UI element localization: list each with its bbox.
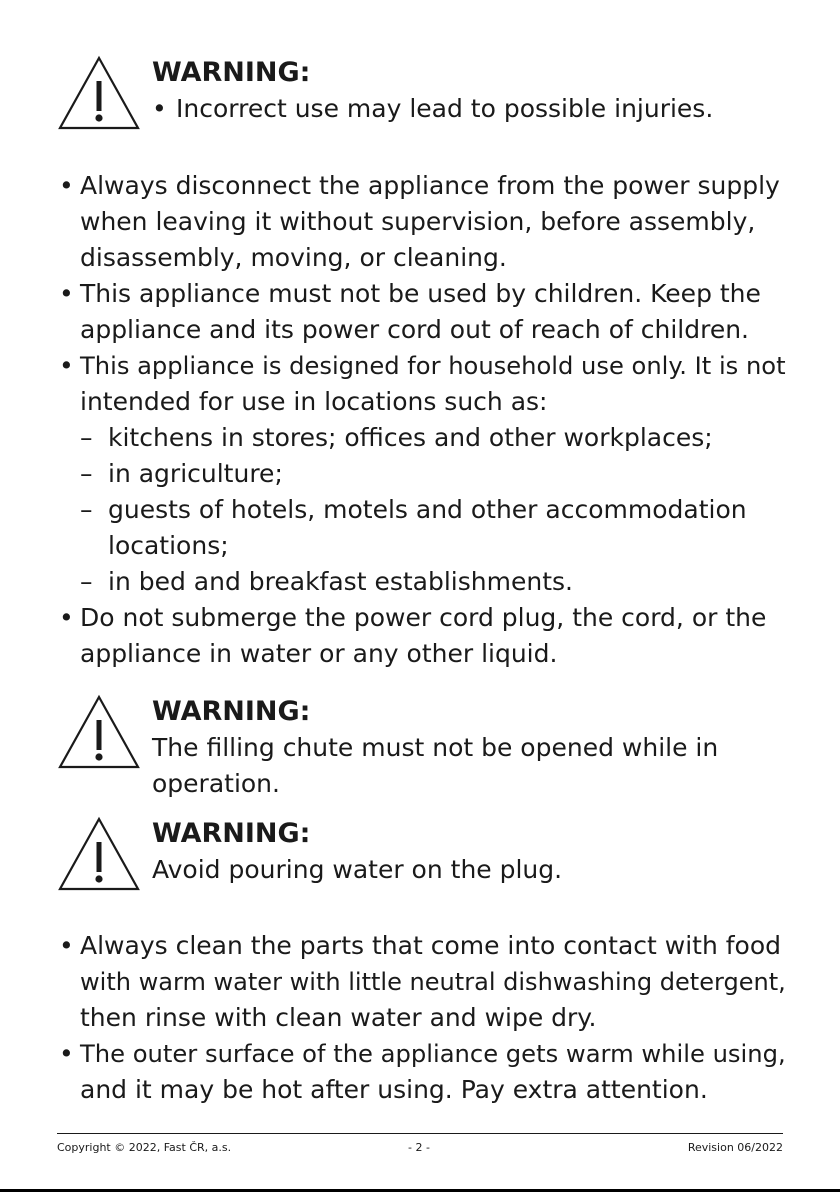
list-item-line: intended for use in locations such as: <box>80 387 548 416</box>
warning-title: WARNING: <box>152 818 311 849</box>
list-item-line: Do not submerge the power cord plug, the cord, or the <box>80 603 767 632</box>
dash: – <box>80 495 93 524</box>
bullet: • <box>152 94 167 123</box>
list-item-line: when leaving it without supervision, before assembly, <box>80 207 756 236</box>
sub-list-line: in bed and breakfast establishments. <box>108 567 573 596</box>
warning-triangle-icon <box>57 55 141 131</box>
bullet: • <box>59 279 74 308</box>
sub-list-line: guests of hotels, motels and other accommodation <box>108 495 747 524</box>
warning-text: Incorrect use may lead to possible injuries. <box>176 94 714 123</box>
list-item-line: then rinse with clean water and wipe dry. <box>80 1003 597 1032</box>
dash: – <box>80 567 93 596</box>
dash: – <box>80 423 93 452</box>
sub-list-line: kitchens in stores; offices and other workplaces; <box>108 423 713 452</box>
list-item-line: appliance in water or any other liquid. <box>80 639 558 668</box>
list-item-line: Always clean the parts that come into contact with food <box>80 931 782 960</box>
warning-title: WARNING: <box>152 696 311 727</box>
list-item-line: This appliance must not be used by children. Keep the <box>80 279 761 308</box>
footer-revision: Revision 06/2022 <box>687 1141 783 1154</box>
warning-triangle-icon <box>57 816 141 892</box>
list-item-line: disassembly, moving, or cleaning. <box>80 243 507 272</box>
list-item-line: The outer surface of the appliance gets warm while using, <box>80 1040 786 1068</box>
list-item-line: and it may be hot after using. Pay extra attention. <box>80 1075 708 1104</box>
footer-page-number: - 2 - <box>408 1141 430 1154</box>
bullet: • <box>59 351 74 380</box>
warning-text: operation. <box>152 769 280 798</box>
warning-text: Avoid pouring water on the plug. <box>152 855 563 884</box>
list-item-line: This appliance is designed for household use only. It is not <box>80 352 786 380</box>
bullet: • <box>59 931 74 960</box>
bullet: • <box>59 1039 74 1068</box>
footer-divider <box>57 1133 783 1134</box>
sub-list-line: locations; <box>108 531 229 560</box>
bullet: • <box>59 603 74 632</box>
list-item-line: Always disconnect the appliance from the power supply <box>80 171 780 200</box>
list-item-line: appliance and its power cord out of reach of children. <box>80 315 749 344</box>
footer-copyright: Copyright © 2022, Fast ČR, a.s. <box>57 1141 232 1154</box>
warning-triangle-icon <box>57 694 141 770</box>
warning-title: WARNING: <box>152 57 311 88</box>
sub-list-line: in agriculture; <box>108 459 283 488</box>
dash: – <box>80 459 93 488</box>
list-item-line: with warm water with little neutral dishwashing detergent, <box>80 968 786 996</box>
warning-text: The filling chute must not be opened while in <box>152 733 719 762</box>
bullet: • <box>59 171 74 200</box>
